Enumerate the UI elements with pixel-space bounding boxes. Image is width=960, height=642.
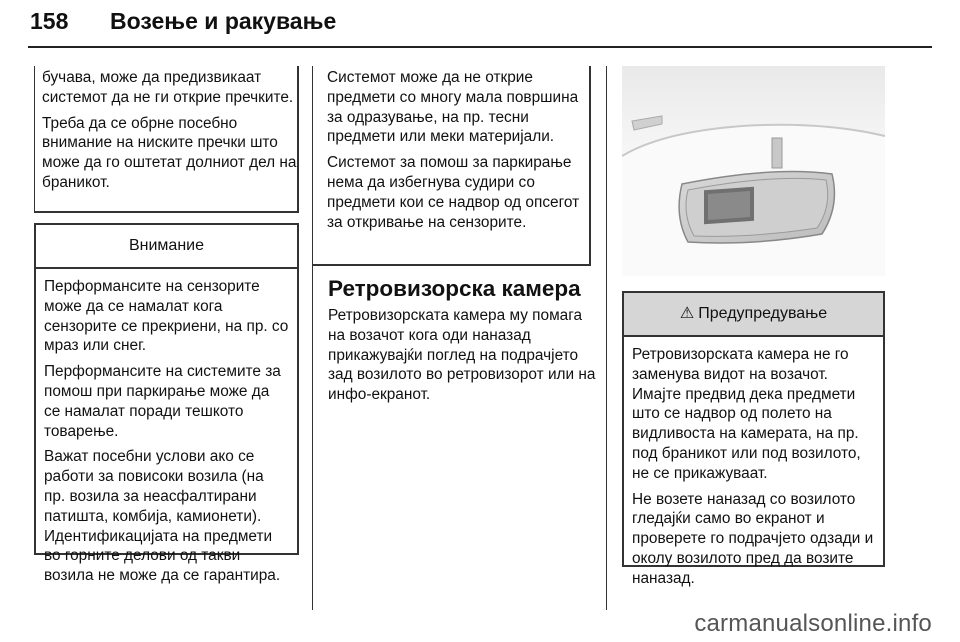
paragraph: Ретровизорската камера не го заменува видот на возачот. Имајте предвид дека предмети што се надвор од полето на видливоста на камерата, на пр. под браникот или под возилото, не се прикажуваат.	[632, 346, 861, 482]
section-heading: Ретровизорска камера	[328, 276, 581, 301]
watermark: carmanualsonline.info	[694, 610, 932, 637]
warning-title: Предупредување	[698, 305, 828, 322]
chapter-title: Возење и ракување	[110, 8, 337, 34]
intro-bottom-border	[34, 211, 299, 213]
paragraph: Важат посебни услови ако се работи за повисоки возила (на пр. возила за неасфалтирани патишта, комбија, камионети). Идентификацијата на предмети во горните делови од такви возила не може да се гарантира.	[44, 448, 281, 585]
paragraph: Не возете наназад со возилото гледајќи само во екранот и проверете го подрачјето одзади и околу возилото пред да возите наназад.	[632, 490, 874, 587]
paragraph: Системот за помош за паркирање нема да избегнува судири со предмети кои се надвор од опсегот за откривање на сензорите.	[327, 154, 580, 231]
intro-left-border	[34, 66, 35, 212]
paragraph: Перформансите на системите за помош при паркирање може да се намалат поради тешкото товарење.	[44, 363, 281, 440]
warning-box	[622, 291, 885, 587]
intro-right-border	[297, 66, 299, 212]
page-number: 158	[30, 8, 69, 34]
col1-intro	[42, 68, 304, 199]
paragraph: бучава, може да предизвикаат системот да не ги открие пречките.	[42, 69, 294, 106]
paragraph: Треба да се обрне посебно внимание на ниските пречки што може да го оштетат долниот дел на браникот.	[42, 114, 297, 191]
rear-view-mirror-icon	[622, 66, 885, 276]
paragraph: Перформансите на сензорите може да се намалат кога сензорите се прекриени, на пр. со мраз или снег.	[44, 278, 289, 355]
page-header	[30, 8, 336, 35]
header-rule	[28, 46, 932, 48]
warning-triangle-icon: ⚠	[679, 305, 695, 322]
section-text: Ретровизорската камера му помага на возачот кога оди наназад прикажувајќи поглед на подрачјето зад возилото во ретровизорот или на инфо-екранот.	[328, 307, 596, 404]
caution-title: Внимание	[36, 225, 297, 269]
warning-title-bar	[624, 293, 883, 337]
rear-view-mirror-photo	[622, 66, 885, 276]
paragraph: Системот може да не открие предмети со многу мала површина за одразување, на пр. тесни предмети или меки материјали.	[327, 69, 579, 146]
caution-box	[34, 223, 299, 585]
col2-note-box	[313, 66, 591, 266]
column-divider-3	[606, 66, 607, 610]
